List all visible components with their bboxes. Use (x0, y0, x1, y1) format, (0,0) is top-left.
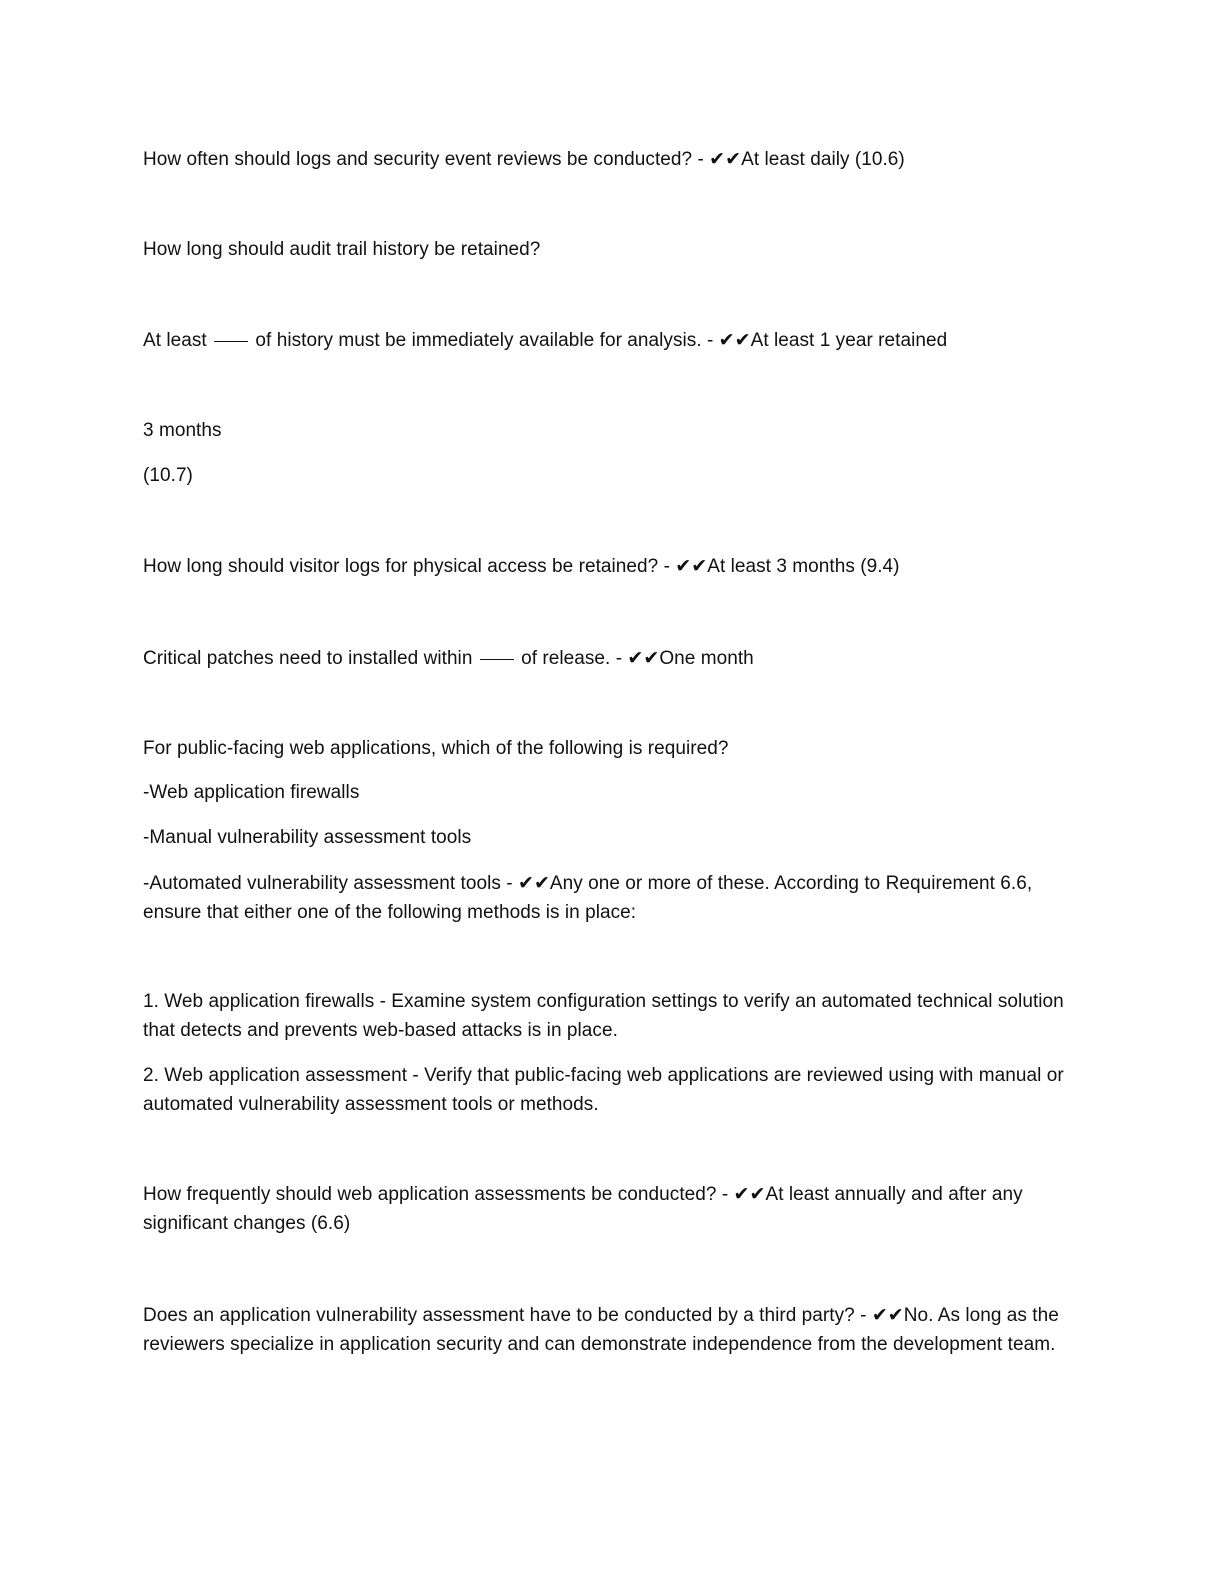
qa-option-manual-tools (143, 823, 1073, 852)
fill-in-blank (480, 659, 514, 660)
qa-text: 3 months (143, 420, 222, 441)
qa-critical-patches (143, 644, 1073, 673)
fill-in-blank (214, 341, 248, 342)
qa-method-waf (143, 987, 1073, 1045)
qa-text: How often should logs and security event reviews be conducted? - ✔✔At least daily (10.6) (143, 149, 905, 170)
qa-text: How long should visitor logs for physical access be retained? - ✔✔At least 3 months (9.4) (143, 556, 900, 577)
qa-text: -Manual vulnerability assessment tools (143, 827, 472, 848)
qa-audit-trail-reference (143, 461, 1073, 490)
qa-text-before-blank: At least (143, 330, 213, 351)
qa-text-after-blank: of history must be immediately available for analysis. - ✔✔At least 1 year retained (250, 330, 948, 351)
qa-text: For public-facing web applications, which of the following is required? (143, 738, 729, 759)
qa-method-assessment (143, 1061, 1073, 1119)
qa-option-automated-tools (143, 869, 1073, 927)
qa-text: How frequently should web application assessments be conducted? - ✔✔At least annually and after any significant changes (6.6) (143, 1184, 1023, 1234)
qa-log-review-frequency (143, 145, 1073, 174)
qa-text: -Web application firewalls (143, 782, 360, 803)
qa-audit-trail-answer (143, 326, 1073, 355)
qa-audit-trail-question (143, 235, 1073, 264)
qa-audit-trail-months (143, 416, 1073, 445)
qa-text: Does an application vulnerability assessment have to be conducted by a third party? - ✔✔No. As long as the reviewers specialize in application security and can demonstrate independence from the development team. (143, 1305, 1059, 1355)
qa-web-app-question (143, 734, 1073, 763)
qa-assessment-frequency (143, 1180, 1073, 1238)
qa-text: How long should audit trail history be retained? (143, 239, 541, 260)
qa-option-waf (143, 778, 1073, 807)
qa-third-party-assessment (143, 1301, 1073, 1359)
qa-text: -Automated vulnerability assessment tools - ✔✔Any one or more of these. According to Requirement 6.6, ensure that either one of the following methods is in place: (143, 873, 1033, 923)
qa-text: (10.7) (143, 465, 193, 486)
qa-text-after-blank: of release. - ✔✔One month (515, 648, 754, 669)
qa-text-before-blank: Critical patches need to installed within (143, 648, 478, 669)
qa-visitor-logs (143, 552, 1073, 581)
qa-text: 1. Web application firewalls - Examine system configuration settings to verify an automated technical solution that detects and prevents web-based attacks is in place. (143, 991, 1064, 1041)
qa-text: 2. Web application assessment - Verify that public-facing web applications are reviewed using with manual or automated vulnerability assessment tools or methods. (143, 1065, 1064, 1115)
